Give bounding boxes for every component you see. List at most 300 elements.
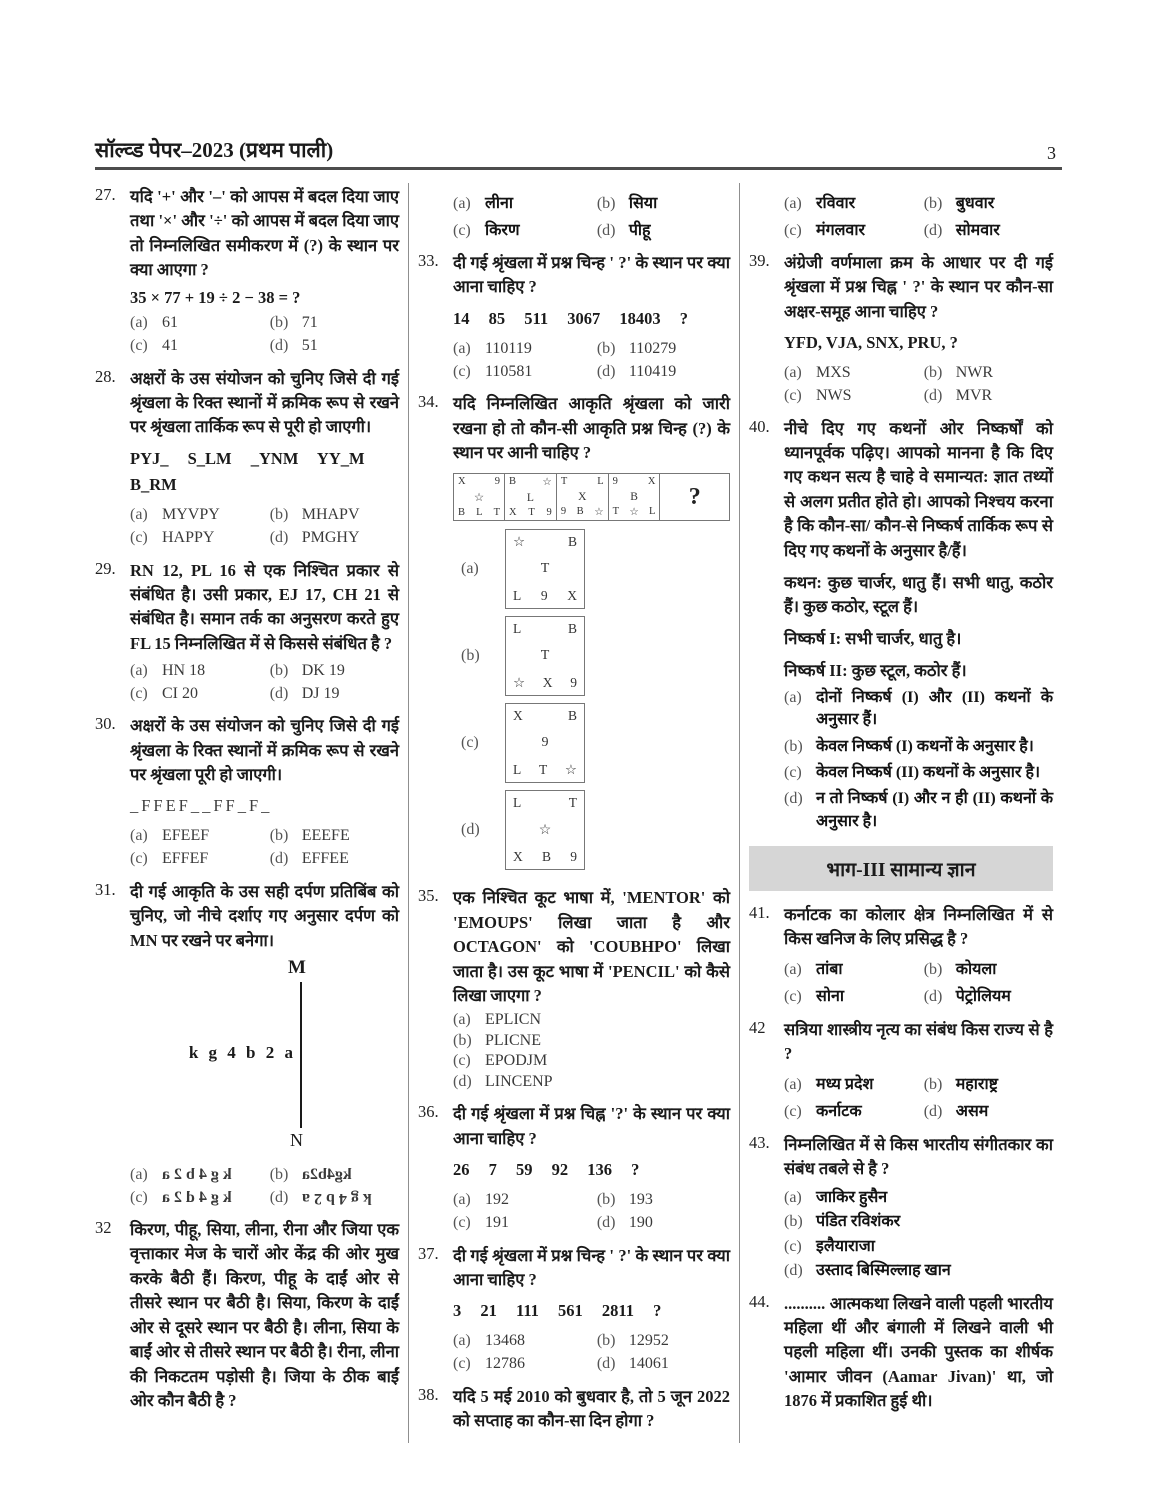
cell-bottom-item: 9 [546, 507, 552, 519]
option-value: किरण [485, 221, 520, 239]
option-value: 110279 [628, 339, 677, 357]
option-value: महाराष्ट्र [955, 1076, 998, 1094]
option [784, 788, 1053, 833]
option-letter: (b) [923, 1076, 943, 1094]
option-letter: (a) [784, 688, 802, 706]
option-value: 191 [485, 1214, 509, 1232]
option [597, 1355, 730, 1373]
option-letter: (b) [461, 647, 480, 665]
question-text: अंग्रेजी वर्णमाला क्रम के आधार पर दी गई श्रृंखला में प्रश्न चिह्न ' ?' के स्थान पर कौन-सा अक्षर-समूह आना चाहिए ? [784, 253, 1053, 321]
option-letter: (b) [923, 961, 943, 979]
option-letter: (b) [269, 314, 289, 332]
option-letter: (d) [269, 529, 289, 547]
cell-center: B [630, 490, 638, 503]
option-letter: (a) [453, 339, 471, 357]
cell-bottom-item: B [576, 506, 584, 518]
box-center: 9 [541, 735, 549, 751]
figure-option [461, 616, 730, 696]
option [270, 506, 399, 524]
option [597, 363, 730, 381]
option [270, 529, 399, 547]
question-text: यदि निम्नलिखित आकृति श्रृंखला को जारी रखना हो तो कौन-सी आकृति प्रश्न चिन्ह (?) के स्थान पर आनी चाहिए ? [453, 394, 730, 463]
option-value: पीहू [628, 221, 651, 239]
cell-top-left: X [458, 476, 466, 488]
option [453, 1073, 730, 1091]
option-letter: (c) [784, 763, 802, 781]
option-letter: (b) [596, 1332, 616, 1350]
question-text: अक्षरों के उस संयोजन को चुनिए जिसे दी गई श्रृंखला के रिक्त स्थानों में क्रमिक रूप से रखने पर श्रृंखला पूरी हो जाएगी। [130, 716, 399, 785]
option [924, 1099, 1053, 1121]
cell-center: X [578, 490, 587, 503]
option [453, 340, 593, 358]
cell-bottom-item: ☆ [594, 507, 604, 519]
option-value: सोमवार [955, 221, 1000, 239]
option-letter: (d) [596, 362, 616, 380]
option [453, 1011, 730, 1029]
cell-top-right: L [597, 476, 604, 488]
option [924, 1072, 1053, 1094]
option-value: सिया [628, 194, 658, 212]
question-number: 37. [418, 1243, 439, 1263]
box-bottom-row [513, 762, 577, 778]
mirror-figure [130, 957, 399, 1159]
question-block [749, 903, 1053, 1009]
option-value: असम [955, 1103, 989, 1121]
option-value: DK 19 [301, 661, 345, 679]
question-number: 30. [95, 714, 116, 734]
option-value: k g 4 b 2 a [162, 1165, 232, 1183]
box-bottom-row [513, 849, 577, 865]
page-number: 3 [1047, 143, 1056, 163]
option-letter: (d) [269, 684, 289, 702]
option-letter: (d) [784, 1262, 803, 1280]
option-value: MYVPY [162, 506, 220, 524]
option [270, 1189, 399, 1207]
question-body [784, 1292, 1053, 1414]
question-block [749, 1018, 1053, 1124]
option [924, 984, 1053, 1006]
option-value: सोना [816, 988, 844, 1006]
question-block [418, 185, 730, 242]
box-top-row [513, 621, 577, 637]
option-value: लीना [485, 194, 514, 212]
option-letter: (c) [453, 1052, 471, 1070]
option-letter: (b) [784, 737, 803, 755]
box-top-left: X [513, 708, 523, 724]
question-body [453, 392, 730, 877]
option-value: HN 18 [162, 661, 206, 679]
option-value: CI 20 [162, 684, 198, 702]
option-letter: (b) [923, 364, 943, 382]
option-letter: (d) [784, 790, 803, 808]
option [130, 314, 266, 332]
question-body [130, 367, 399, 550]
question-number: 31. [95, 879, 116, 899]
question-body [453, 1102, 730, 1234]
question-text: यदि '+' और '–' को आपस में बदल दिया जाए तथा '×' और '÷' को आपस में बदल दिया जाए तो निम्नलिखित समीकरण में (?) के स्थान पर क्या आएगा ? [130, 187, 399, 280]
option-letter: (c) [130, 529, 148, 547]
mirror-source-text: k g 4 b 2 a [188, 1043, 296, 1063]
option-letter: (d) [269, 1188, 289, 1206]
options-group [784, 1185, 1053, 1281]
option-value: 110119 [485, 339, 532, 357]
option-letter: (b) [269, 1165, 289, 1183]
box-top-right: T [568, 795, 577, 811]
option-value: NWR [955, 364, 994, 382]
question-number: 43. [749, 1132, 770, 1152]
option-value: रविवार [816, 194, 856, 212]
question-text: एक निश्चित कूट भाषा में, 'MENTOR' को 'EMOUPS' लिखा जाता है और OCTAGON' को 'COUBHPO' लिखा जाता है। उस कूट भाषा में 'PENCIL' को कैसे लिखा जाएगा ? [453, 888, 730, 1006]
question-text: दी गई श्रृंखला में प्रश्न चिन्ह ' ?' के स्थान पर क्या आना चाहिए ? [453, 253, 730, 297]
question-text: कर्नाटक का कोलार क्षेत्र निम्नलिखित में से किस खनिज के लिए प्रसिद्ध है ? [784, 905, 1053, 949]
option [453, 1052, 730, 1070]
series-line: 3 21 111 561 2811 ? [453, 1301, 662, 1321]
option [597, 340, 730, 358]
cell-bottom-item: B [458, 507, 466, 519]
option-letter: (c) [130, 337, 148, 355]
question-text: .......... आत्मकथा लिखने वाली पहली भारतीय महिला थीं और बंगाली में लिखने वाली भी पहली महिला थीं। उनकी पुस्तक का शीर्षक 'आमार जीवन (Aamar Jivan)' था, जो 1876 में प्रकाशित हुई थी। [784, 1293, 1053, 1411]
option-letter: (b) [269, 661, 289, 679]
cell-bottom-item: ☆ [629, 507, 639, 519]
cell-bottom-item: T [528, 507, 535, 519]
question-number: 41. [749, 903, 770, 923]
option-letter: (c) [130, 684, 148, 702]
options-group [784, 188, 1053, 242]
question-body [784, 251, 1053, 408]
question-text: सत्रिया शास्त्रीय नृत्य का संबंध किस राज्य से है ? [784, 1019, 1053, 1064]
question-body [784, 903, 1053, 1009]
option [453, 1355, 593, 1373]
series-line: _FFEF__FF_F_ [130, 796, 273, 816]
option-value: मंगलवार [816, 221, 866, 239]
column-divider [739, 183, 740, 1443]
cell-top-left: B [509, 476, 517, 488]
question-block [95, 714, 399, 871]
question-block [418, 1244, 730, 1376]
question-number: 42 [749, 1017, 766, 1037]
box-bottom-item: B [541, 849, 551, 865]
option-value: EFFEF [162, 850, 209, 868]
option-letter: (d) [596, 1355, 616, 1373]
options-group [130, 312, 399, 358]
question-text: दी गई श्रृंखला में प्रश्न चिन्ह ' ?' के स्थान पर क्या आना चाहिए ? [453, 1245, 730, 1290]
option [597, 1214, 730, 1232]
option [784, 191, 920, 213]
option-value: पेट्रोलियम [955, 988, 1011, 1006]
option-letter: (d) [596, 221, 616, 239]
series-cell [609, 473, 661, 521]
option-letter: (a) [130, 506, 148, 524]
question-body [130, 185, 399, 358]
box-center: T [540, 648, 550, 664]
box-top-right: B [567, 708, 577, 724]
option-value: 193 [628, 1191, 653, 1209]
option-letter: (a) [453, 194, 471, 212]
figure-option [461, 790, 730, 870]
question-body [453, 1385, 730, 1434]
question-text: दी गई श्रृंखला में प्रश्न चिह्न '?' के स्थान पर क्या आना चाहिए ? [453, 1104, 730, 1148]
option-letter: (b) [596, 1191, 616, 1209]
option-letter: (d) [923, 387, 943, 405]
option-letter: (c) [784, 387, 802, 405]
options-group [130, 1163, 399, 1209]
question-block [418, 1385, 730, 1434]
option-value: न तो निष्कर्ष (I) और न ही (II) कथनों के अनुसार है। [816, 790, 1053, 830]
option-letter: (a) [130, 827, 148, 845]
series-line: 26 7 59 92 136 ? [453, 1160, 640, 1180]
question-number: 34. [418, 392, 439, 412]
option-value: EEEFE [301, 827, 350, 845]
option [784, 1209, 1053, 1231]
option [784, 762, 1053, 784]
option [924, 364, 1053, 382]
box-bottom-row [513, 588, 577, 604]
option-value: 110419 [628, 362, 677, 380]
option-value: EPLICN [485, 1011, 541, 1029]
question-columns [95, 183, 1062, 1443]
cell-bottom-item: T [612, 506, 620, 518]
cell-top-row [613, 476, 656, 487]
box-bottom-item: ☆ [564, 762, 577, 778]
option-letter: (d) [269, 337, 289, 355]
statement-line: कथन: कुछ चार्जर, धातु हैं। सभी धातु, कठोर हैं। कुछ कठोर, स्टूल हैं। [784, 573, 1053, 616]
option-value: PMGHY [301, 529, 360, 547]
option-letter: (c) [784, 221, 802, 239]
option-value: 14061 [628, 1355, 669, 1373]
option [270, 314, 399, 332]
options-group [784, 955, 1053, 1009]
option-letter: (c) [461, 734, 479, 752]
option-figure-box [505, 790, 585, 870]
options-group [130, 504, 399, 550]
option-letter: (a) [453, 1332, 471, 1350]
options-group [453, 1330, 730, 1376]
option [130, 337, 266, 355]
option-value: k g 4 d 2 a [162, 1188, 232, 1206]
option-letter: (a) [453, 1191, 471, 1209]
box-top-row [513, 708, 577, 724]
options-group [453, 337, 730, 383]
option-value: PLICNE [485, 1031, 541, 1049]
question-body [784, 1018, 1053, 1124]
option-letter: (b) [784, 1213, 803, 1231]
series-cell [505, 473, 557, 521]
column-divider [408, 183, 409, 1443]
option-letter: (b) [269, 506, 289, 524]
option-letter: (a) [784, 1188, 802, 1206]
question-number: 35. [418, 886, 439, 906]
question-number: 39. [749, 251, 770, 270]
box-bottom-item: 9 [570, 675, 577, 691]
option-value: 61 [162, 314, 178, 332]
option-letter: (a) [784, 961, 802, 979]
question-text: यदि 5 मई 2010 को बुधवार है, तो 5 जून 2022 को सप्ताह का कौन-सा दिन होगा ? [453, 1386, 730, 1431]
option-value: LINCENP [485, 1072, 553, 1090]
option-letter: (a) [130, 1165, 148, 1183]
option [924, 218, 1053, 240]
option-figure-box [505, 703, 585, 783]
option-value: EFEEF [162, 827, 210, 845]
question-body [453, 886, 730, 1093]
option-letter: (c) [784, 1237, 802, 1255]
question-body [784, 417, 1053, 837]
option-value: 51 [301, 337, 318, 355]
question-text: किरण, पीहू, सिया, लीना, रीना और जिया एक वृत्ताकार मेज के चारों ओर केंद्र की ओर मुख करके बैठी हैं। किरण, पीहू के दाईं ओर से तीसरे स्थान पर बैठी है। सिया, किरण के दाईं ओर से दूसरे स्थान पर बैठी है। लीना, सिया के बाईं ओर से तीसरे स्थान पर बैठी है। रीना, लीना की निकटतम पड़ोसी है। जिया के ठीक बाईं ओर कौन बैठी है ? [130, 1220, 399, 1410]
figure-series-row [453, 473, 730, 521]
series-line: PYJ_ S_LM _YNM YY_M B_RM [130, 448, 365, 495]
box-top-left: ☆ [513, 534, 526, 550]
option [597, 218, 730, 240]
cell-top-left: 9 [612, 476, 618, 488]
option-letter: (a) [453, 1011, 471, 1029]
option-value: मध्य प्रदेश [816, 1076, 874, 1094]
option [130, 662, 266, 680]
question-block [418, 392, 730, 877]
box-bottom-item: ☆ [513, 675, 526, 691]
question-block [95, 367, 399, 550]
option-letter: (d) [461, 821, 480, 839]
figure-option [461, 529, 730, 609]
column-1 [95, 183, 408, 1443]
box-top-right: B [567, 534, 577, 550]
question-number: 36. [418, 1102, 439, 1122]
cell-center: L [526, 491, 534, 504]
option [924, 387, 1053, 405]
option [130, 1189, 266, 1207]
option [597, 1332, 730, 1350]
options-group [453, 1011, 730, 1091]
option-value: उस्ताद बिस्मिल्लाह खान [816, 1262, 951, 1280]
option-value: EFFEE [301, 850, 349, 868]
series-line: 14 85 511 3067 18403 ? [453, 308, 688, 328]
box-bottom-item: X [513, 849, 523, 865]
question-block [418, 1102, 730, 1234]
question-body [453, 185, 730, 242]
option-value: बुधवार [955, 194, 995, 212]
option [784, 364, 920, 382]
page-header [95, 136, 1062, 170]
option-value: दोनों निष्कर्ष (I) और (II) कथनों के अनुसार हैं। [816, 688, 1053, 729]
option-letter: (c) [453, 221, 471, 239]
option-value: kg4b2a [301, 1165, 352, 1183]
question-number: 33. [418, 251, 439, 270]
option [130, 827, 266, 845]
box-top-left: L [513, 621, 522, 637]
box-center: ☆ [538, 822, 552, 838]
box-bottom-item: L [513, 762, 522, 778]
option-value: कोयला [955, 961, 997, 979]
box-bottom-item: X [567, 588, 577, 604]
question-block [95, 1218, 399, 1413]
option [270, 1166, 399, 1184]
option [784, 1234, 1053, 1256]
question-block [749, 1133, 1053, 1283]
question-body [130, 714, 399, 871]
option-letter: (d) [923, 988, 943, 1006]
option [784, 984, 920, 1006]
option-letter: (d) [596, 1214, 616, 1232]
option-value: केवल निष्कर्ष (I) कथनों के अनुसार है। [816, 737, 1034, 755]
option-figure-box [505, 616, 585, 696]
option-letter: (a) [130, 314, 148, 332]
option-value: 12786 [485, 1355, 525, 1373]
options-group [130, 825, 399, 871]
cell-bottom-item: L [476, 507, 483, 519]
cell-bottom-row [509, 507, 552, 518]
option-value: कर्नाटक [816, 1103, 862, 1121]
question-number: 38. [418, 1384, 439, 1404]
options-group [453, 1189, 730, 1235]
option [130, 1166, 266, 1184]
option [453, 1214, 593, 1232]
option [784, 387, 920, 405]
option [784, 1099, 920, 1121]
option [784, 687, 1053, 732]
option-letter: (d) [453, 1072, 472, 1090]
question-number: 32 [95, 1218, 112, 1238]
mirror-label-n: N [290, 1130, 303, 1151]
cell-bottom-row [458, 507, 500, 518]
column-3 [749, 183, 1062, 1443]
question-block [749, 185, 1053, 242]
options-group [130, 659, 399, 705]
question-block [418, 886, 730, 1093]
option-value: MHAPV [301, 506, 360, 524]
option [130, 506, 266, 524]
question-number: 28. [95, 366, 116, 386]
cell-bottom-item: X [509, 507, 517, 519]
mirror-label-m: M [288, 957, 306, 979]
page-title: सॉल्व्ड पेपर–2023 (प्रथम पाली) [95, 138, 334, 162]
option [130, 529, 266, 547]
option [924, 191, 1053, 213]
question-block [749, 251, 1053, 408]
box-top-row [513, 534, 577, 550]
option-letter: (b) [269, 827, 289, 845]
question-body [130, 1218, 399, 1413]
option [784, 1185, 1053, 1207]
question-text: अक्षरों के उस संयोजन को चुनिए जिसे दी गई श्रृंखला के रिक्त स्थानों में क्रमिक रूप से रखने पर श्रृंखला तार्किक रूप से पूरी हो जाएगी। [130, 368, 399, 437]
options-group [784, 362, 1053, 408]
options-group [784, 687, 1053, 833]
question-body [784, 1133, 1053, 1283]
question-number: 40. [749, 416, 770, 436]
question-body [453, 1244, 730, 1376]
option-value: केवल निष्कर्ष (II) कथनों के अनुसार है। [816, 763, 1041, 781]
cell-bottom-item: T [493, 507, 500, 519]
column-2 [418, 183, 739, 1443]
question-block [95, 185, 399, 358]
option [453, 191, 593, 213]
option [453, 218, 593, 240]
option [270, 685, 399, 703]
option-value: पंडित रविशंकर [816, 1213, 901, 1231]
question-body [453, 251, 730, 383]
question-block [95, 880, 399, 1209]
option [597, 1191, 730, 1209]
figure-option [461, 703, 730, 783]
option [924, 957, 1053, 979]
cell-center: ☆ [473, 492, 485, 505]
option-value: DJ 19 [301, 684, 340, 702]
question-block [749, 417, 1053, 837]
option-value: k g 4 b 2 a [301, 1189, 372, 1207]
option [784, 1072, 920, 1094]
option [784, 1258, 1053, 1280]
question-number: 29. [95, 558, 116, 578]
option-letter: (b) [596, 194, 616, 212]
option [453, 1032, 730, 1050]
